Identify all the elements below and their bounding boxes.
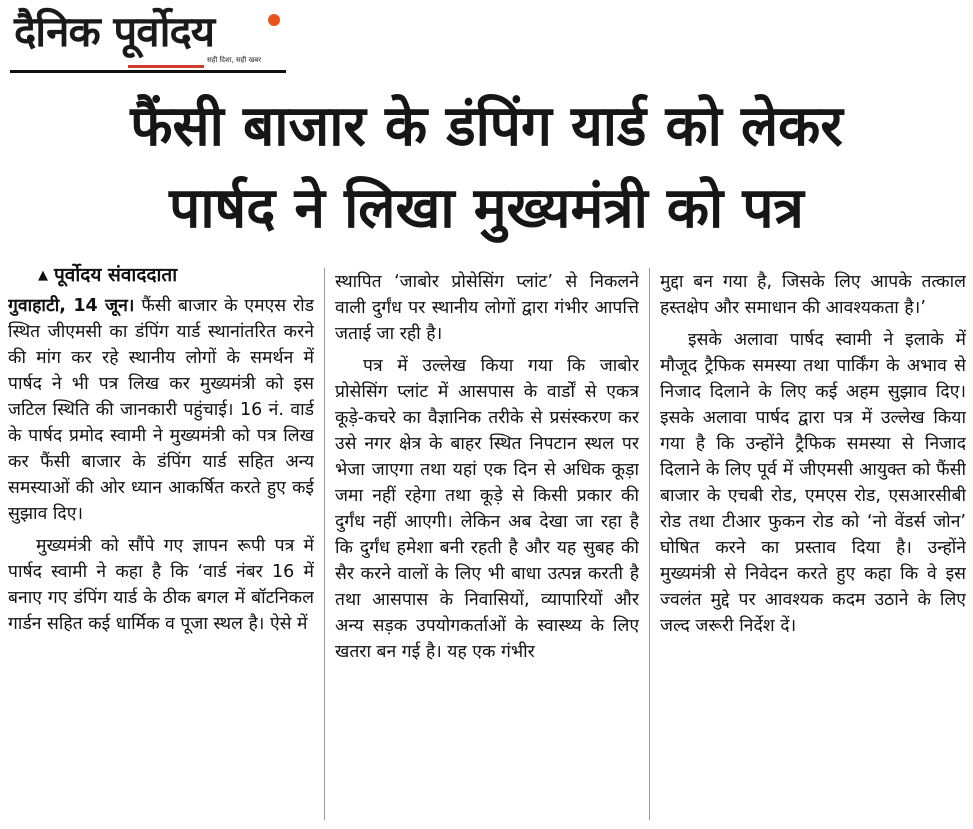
article-column-3 — [660, 269, 966, 829]
logo-dot-icon — [268, 14, 280, 26]
paragraph: मुद्दा बन गया है, जिसके लिए आपके तत्काल हस्तक्षेप और समाधान की आवश्यकता है।’ — [660, 272, 966, 318]
headline — [0, 86, 973, 250]
byline — [38, 262, 314, 289]
byline-triangle-icon: ▲ — [38, 268, 48, 283]
paragraph — [8, 293, 314, 527]
dateline: गुवाहाटी, 14 जून। — [8, 296, 135, 316]
column-divider-2 — [649, 268, 650, 820]
article-column-1 — [8, 262, 314, 822]
masthead-rule — [10, 70, 286, 73]
tagline: सही दिशा, सही खबर — [207, 56, 262, 64]
masthead — [10, 4, 286, 72]
paragraph: स्थापित ‘जाबोर प्रोसेसिंग प्लांट’ से निकलने वाली दुर्गंध पर स्थानीय लोगों द्वारा गंभीर आपत्ति जताई जा रही है। — [335, 272, 639, 344]
article-column-2 — [335, 269, 639, 829]
paragraph-text: फैंसी बाजार के एमएस रोड स्थित जीएमसी का डंपिंग यार्ड स्थानांतरित करने की मांग कर रहे स्थानीय लोगों के समर्थन में पार्षद ने भी पत्र लिख कर मुख्यमंत्री को इस जटिल स्थिति की जानकारी पहुंचाई। 16 नं. वार्ड के पार्षद प्रमोद स्वामी ने मुख्यमंत्री को पत्र लिख कर फैंसी बाजार के डंपिंग यार्ड सहित अन्य समस्याओं की ओर ध्यान आकर्षित करते हुए कई सुझाव दिए। — [8, 296, 314, 524]
paragraph: मुख्यमंत्री को सौंपे गए ज्ञापन रूपी पत्र में पार्षद स्वामी ने कहा है कि ‘वार्ड नंबर 16 में बनाए गए डंपिंग यार्ड के ठीक बगल में बॉटनिकल गार्डन सहित कई धार्मिक व पूजा स्थल है। ऐसे में — [8, 536, 314, 634]
paragraph: इसके अलावा पार्षद स्वामी ने इलाके में मौजूद ट्रैफिक समस्या तथा पार्किंग के अभाव से निजाद दिलाने के लिए कई अहम सुझाव दिए। इसके अलावा पार्षद द्वारा पत्र में उल्लेख किया गया है कि उन्होंने ट्रैफिक समस्या से निजाद दिलाने के लिए पूर्व में जीएमसी आयुक्त को फैंसी बाजार के एचबी रोड, एमएस रोड, एसआरसीबी रोड तथा टीआर फुकन रोड को ‘नो वेंडर्स जोन’ घोषित करने का प्रस्ताव दिया है। उन्होंने मुख्यमंत्री से निवेदन करते हुए कहा कि वे इस ज्वलंत मुद्दे पर आवश्यक कदम उठाने के लिए जल्द जरूरी निर्देश दें। — [660, 330, 966, 636]
column-divider-1 — [324, 268, 325, 820]
tagline-accent-bar — [128, 65, 204, 68]
byline-text: पूर्वोदय संवाददाता — [54, 264, 178, 286]
headline-line-2: पार्षद ने लिखा मुख्यमंत्री को पत्र — [169, 176, 804, 241]
headline-line-1: फैंसी बाजार के डंपिंग यार्ड को लेकर — [130, 94, 843, 159]
paragraph: पत्र में उल्लेख किया गया कि जाबोर प्रोसेसिंग प्लांट में आसपास के वार्डों से एकत्र कूड़े-कचरे का वैज्ञानिक तरीके से प्रसंस्करण कर उसे नगर क्षेत्र के बाहर स्थित निपटान स्थल पर भेजा जाएगा तथा यहां एक दिन से अधिक कूड़ा जमा नहीं रहेगा तथा कूड़े से किसी प्रकार की दुर्गंध नहीं आएगी। लेकिन अब देखा जा रहा है कि दुर्गंध हमेशा बनी रहती है और यह सुबह की सैर करने वालों के लिए भी बाधा उत्पन्न करती है तथा आसपास के निवासियों, व्यापारियों और अन्य सड़क उपयोगकर्ताओं के स्वास्थ्य के लिए खतरा बन गई है। यह एक गंभीर — [335, 356, 639, 662]
newspaper-logo: दैनिक पूर्वोदय — [14, 7, 215, 56]
